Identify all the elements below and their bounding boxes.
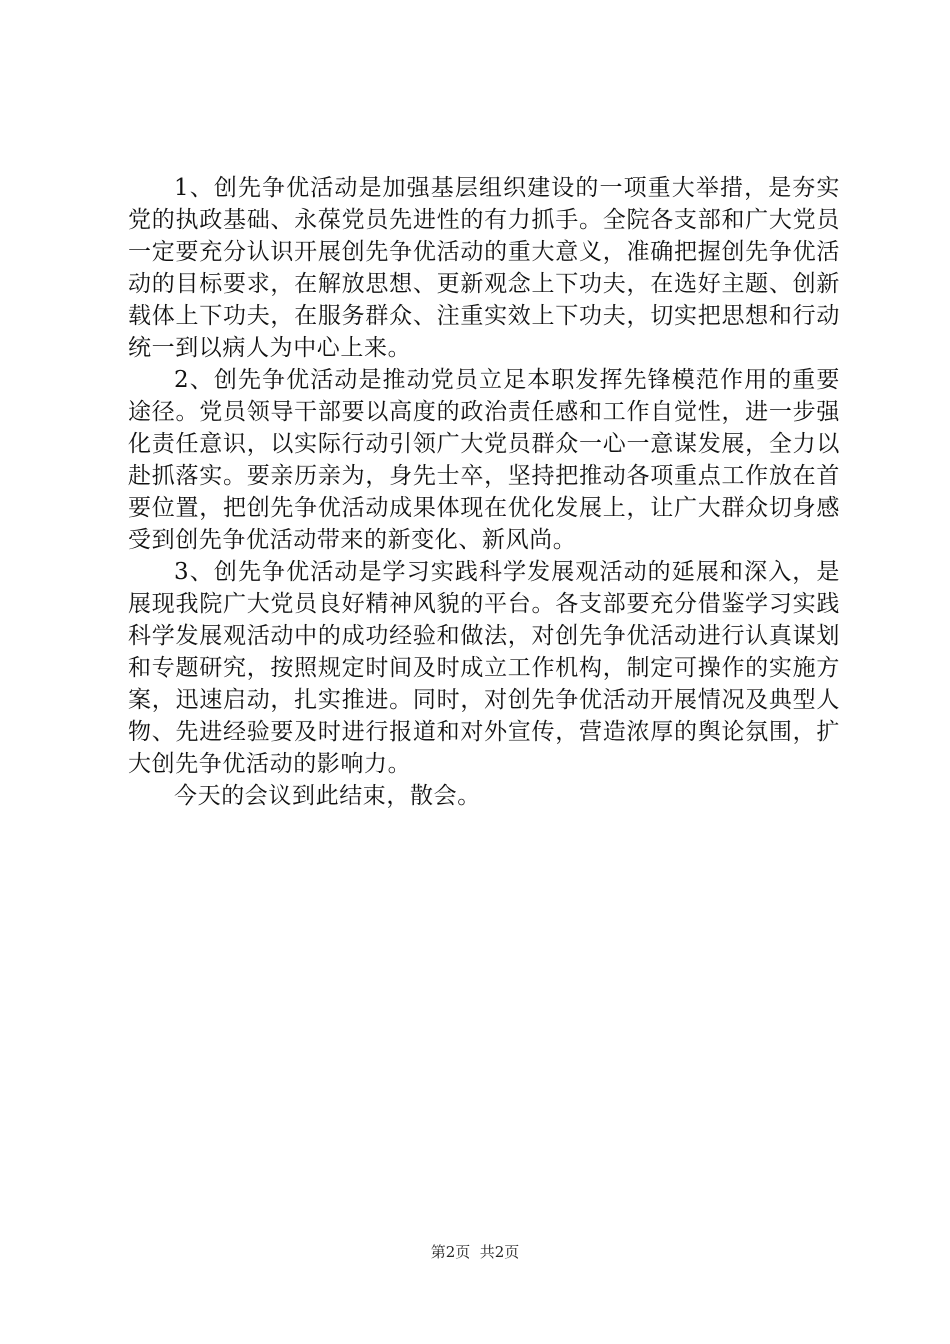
paragraph-1: 1、创先争优活动是加强基层组织建设的一项重大举措，是夯实党的执政基础、永葆党员先进性的有力抓手。全院各支部和广大党员一定要充分认识开展创先争优活动的重大意义，准确把握创先争优活动的目标要求，在解放思想、更新观念上下功夫，在选好主题、创新载体上下功夫，在服务群众、注重实效上下功夫，切实把思想和行动统一到以病人为中心上来。 xyxy=(128,175,840,361)
paragraph-3: 3、创先争优活动是学习实践科学发展观活动的延展和深入，是展现我院广大党员良好精神风貌的平台。各支部要充分借鉴学习实践科学发展观活动中的成功经验和做法，对创先争优活动进行认真谋划和专题研究，按照规定时间及时成立工作机构，制定可操作的实施方案，迅速启动，扎实推进。同时，对创先争优活动开展情况及典型人物、先进经验要及时进行报道和对外宣传，营造浓厚的舆论氛围，扩大创先争优活动的影响力。 xyxy=(128,559,840,777)
paragraph-2: 2、创先争优活动是推动党员立足本职发挥先锋模范作用的重要途径。党员领导干部要以高度的政治责任感和工作自觉性，进一步强化责任意识，以实际行动引领广大党员群众一心一意谋发展，全力以赴抓落实。要亲历亲为，身先士卒，坚持把推动各项重点工作放在首要位置，把创先争优活动成果体现在优化发展上，让广大群众切身感受到创先争优活动带来的新变化、新风尚。 xyxy=(128,367,840,553)
page-footer xyxy=(0,1242,950,1262)
page-number: 第2页 共2页 xyxy=(430,1243,520,1261)
paragraph-closing: 今天的会议到此结束，散会。 xyxy=(174,783,481,809)
document-body xyxy=(128,172,840,812)
